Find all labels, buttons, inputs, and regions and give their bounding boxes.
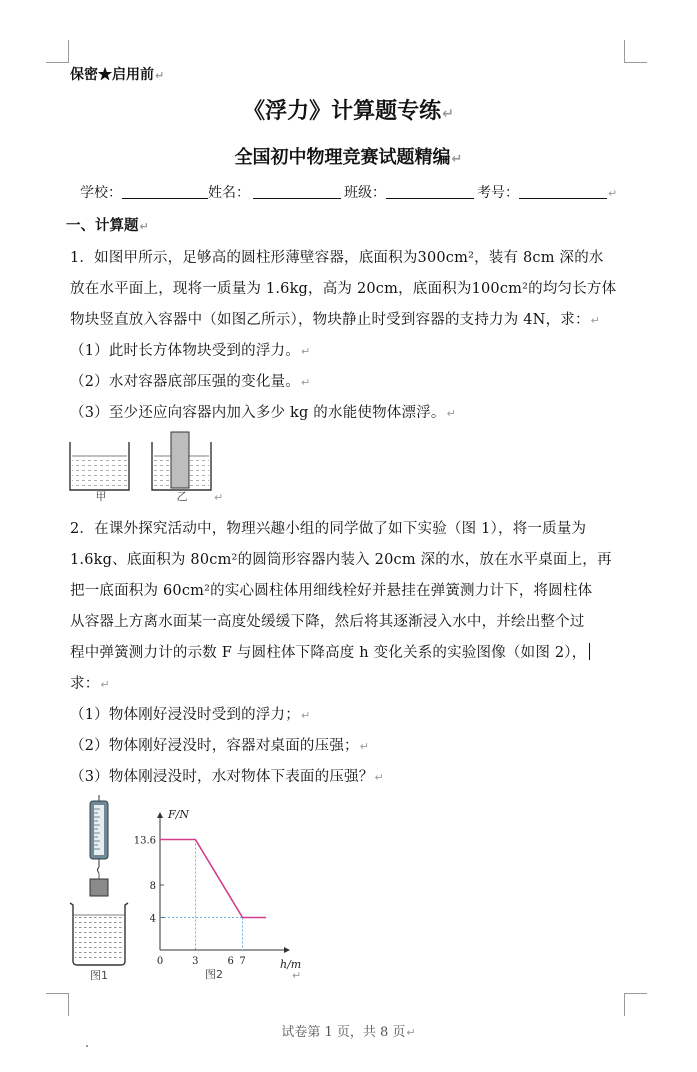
x-tick-label: 7	[239, 956, 246, 967]
q2-part-3: （3）物体刚浸没时，水对物体下表面的压强？↵	[70, 769, 384, 785]
crop-mark-bottom-left	[46, 993, 69, 1016]
x-tick-label: 3	[192, 956, 199, 967]
y-tick-label: 13.6	[133, 835, 156, 847]
q2-line-5: 程中弹簧测力计的示数 F 与圆柱体下降高度 h 变化关系的实验图像（如图 2），	[70, 641, 590, 662]
exam-number-label: 考号：	[477, 185, 519, 201]
q2-line-3: 把一底面积为 60cm²的实心圆柱体用细线栓好并悬挂在弹簧测力计下，将圆柱体	[70, 583, 593, 599]
x-axis-label: h/m	[280, 958, 302, 971]
class-field[interactable]	[386, 198, 474, 199]
y-tick-label: 8	[149, 881, 156, 892]
info-row	[80, 182, 617, 202]
figure-label-jia: 甲	[95, 490, 107, 503]
q1-figure	[64, 428, 234, 506]
page-subtitle: 全国初中物理竞赛试题精编↵	[234, 147, 463, 168]
cylinder-block	[90, 879, 108, 896]
name-field[interactable]	[253, 198, 341, 199]
section-heading: 一、计算题↵	[66, 217, 149, 234]
paragraph-mark-icon: ↵	[300, 709, 311, 722]
paragraph-mark-icon: ↵	[446, 407, 457, 420]
x-tick-label: 0	[156, 956, 164, 967]
container-jia	[70, 442, 129, 490]
q2-line-2: 1.6kg、底面积为 80cm²的圆筒形容器内装入 20cm 深的水，放在水平桌面上，再	[70, 552, 612, 568]
paragraph-mark-icon: ↵	[155, 69, 165, 82]
q2-figure-2-chart	[130, 810, 320, 982]
q2-line-1: 2．在课外探究活动中，物理兴趣小组的同学做了如下实验（图 1），将一质量为	[70, 521, 587, 537]
figure-label-2: 图2	[205, 968, 223, 981]
q1-part-3: （3）至少还应向容器内加入多少 kg 的水能使物体漂浮。↵	[70, 405, 457, 421]
figure-label-1: 图1	[90, 969, 108, 982]
paragraph-mark-icon: ↵	[100, 678, 110, 691]
footer-small-mark	[86, 1045, 88, 1047]
q1-line-3: 物块竖直放入容器中（如图乙所示），物块静止时受到容器的支持力为 4N，求：↵	[70, 312, 601, 328]
class-label: 班级：	[344, 185, 386, 201]
paragraph-mark-icon: ↵	[292, 969, 302, 982]
name-label: 姓名：	[208, 185, 250, 201]
q2-part-2: （2）物体刚好浸没时，容器对桌面的压强；↵	[70, 738, 370, 754]
x-tick-label: 6	[227, 956, 234, 967]
q1-line-2: 放在水平面上，现将一质量为 1.6kg，高为 20cm，底面积为100cm²的均匀长方体	[70, 281, 617, 297]
paragraph-mark-icon: ↵	[300, 345, 311, 358]
container-yi	[152, 432, 211, 490]
q2-line-6: 求：↵	[70, 676, 110, 692]
paragraph-mark-icon: ↵	[406, 1026, 416, 1039]
page-title: 《浮力》计算题专练↵	[243, 98, 454, 124]
page-footer: 试卷第 1 页，共 8 页↵	[281, 1025, 416, 1040]
x-axis-arrow-icon	[284, 947, 290, 953]
school-label: 学校：	[80, 185, 122, 201]
secret-label: 保密★启用前↵	[70, 67, 165, 83]
beaker-icon	[70, 903, 128, 965]
y-tick-label: 4	[149, 913, 156, 925]
q1-part-2: （2）水对容器底部压强的变化量。↵	[70, 374, 311, 390]
q1-part-1: （1）此时长方体物块受到的浮力。↵	[70, 343, 311, 359]
paragraph-mark-icon: ↵	[590, 314, 601, 327]
q2-line-4: 从容器上方离水面某一高度处缓缓下降，然后将其逐渐浸入水中，并绘出整个过	[70, 614, 585, 630]
school-field[interactable]	[122, 198, 208, 199]
crop-mark-top-right	[624, 40, 647, 63]
q2-figure-1	[64, 795, 136, 985]
y-axis-arrow-icon	[157, 812, 163, 818]
q1-line-1: 1．如图甲所示，足够高的圆柱形薄壁容器，底面积为300cm²，装有 8cm 深的水	[70, 250, 604, 266]
paragraph-mark-icon: ↵	[139, 220, 149, 233]
q2-part-1: （1）物体刚好浸没时受到的浮力；↵	[70, 707, 311, 723]
exam-number-field[interactable]	[519, 198, 607, 199]
figure-label-yi: 乙	[176, 490, 188, 503]
crop-mark-bottom-right	[624, 993, 647, 1016]
text-cursor	[589, 643, 590, 660]
crop-mark-top-left	[46, 40, 69, 63]
rectangular-block	[171, 432, 189, 488]
series-line-f-vs-h	[160, 840, 266, 918]
paragraph-mark-icon: ↵	[442, 106, 454, 122]
paragraph-mark-icon: ↵	[300, 376, 311, 389]
paragraph-mark-icon: ↵	[451, 152, 463, 167]
paragraph-mark-icon: ↵	[214, 491, 224, 504]
spring-scale-icon	[90, 795, 108, 873]
y-axis-label: F/N	[168, 810, 189, 821]
paragraph-mark-icon: ↵	[359, 740, 370, 753]
paragraph-mark-icon: ↵	[374, 771, 384, 784]
paragraph-mark-icon: ↵	[608, 187, 618, 200]
